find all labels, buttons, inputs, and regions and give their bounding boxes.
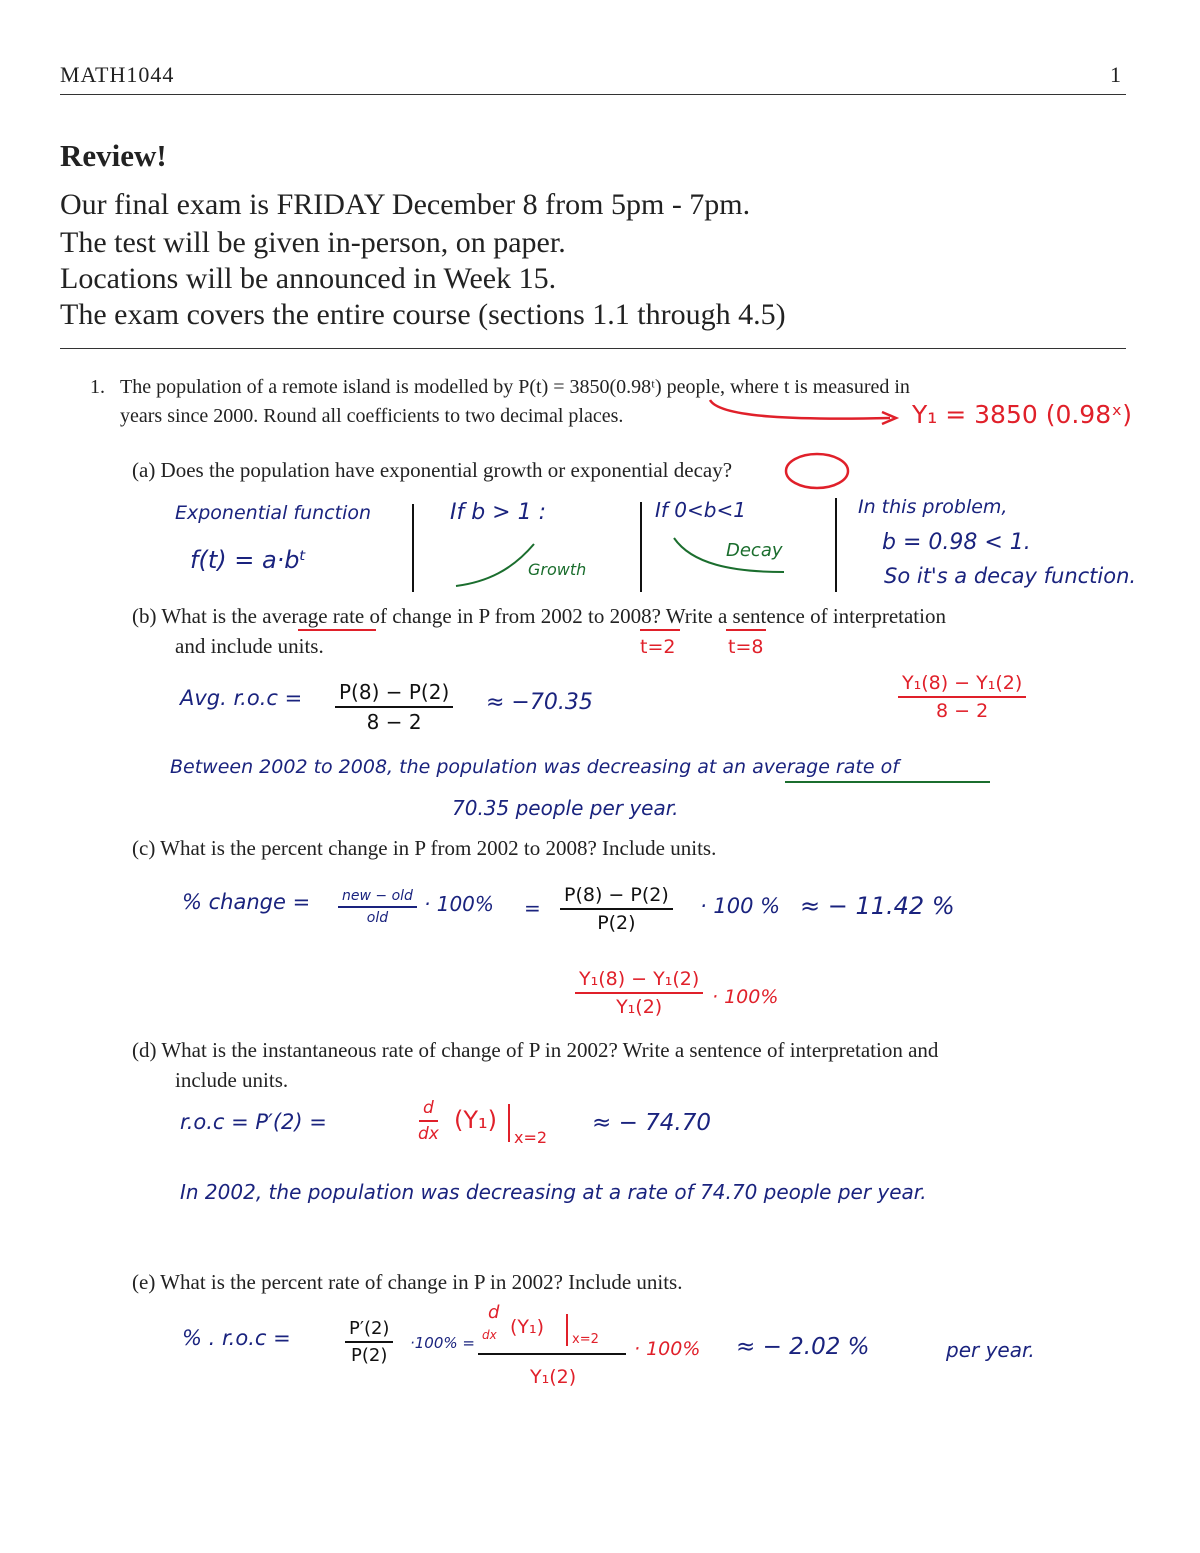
- divider-2: [640, 502, 642, 592]
- divider-3: [835, 498, 837, 592]
- divider-1: [412, 504, 414, 592]
- problem-number: 1.: [90, 376, 105, 398]
- part-b-interpretation-line-2: 70.35 people per year.: [452, 796, 679, 820]
- section-rule: [60, 348, 1126, 349]
- percent-change-numerator: P(8) − P(2): [560, 884, 673, 910]
- derivative-dx: dx: [418, 1124, 439, 1144]
- derivative-evaluation: x=2: [514, 1128, 548, 1147]
- avg-roc-result: ≈ −70.35: [486, 690, 593, 715]
- calc-evaluation: x=2: [572, 1332, 599, 1347]
- announcement-2: The test will be given in-person, on paper.: [60, 226, 566, 259]
- percent-roc-fraction-1: [345, 1318, 393, 1366]
- percent-roc-label: % . r.o.c =: [182, 1326, 291, 1350]
- t-equals-8: t=8: [728, 636, 764, 658]
- instantaneous-roc-label: r.o.c = P′(2) =: [180, 1110, 327, 1134]
- percent-change-equals: =: [524, 896, 541, 920]
- t-equals-2: t=2: [640, 636, 676, 658]
- course-code: MATH1044: [60, 62, 175, 87]
- arrow-to-calculator: [700, 398, 910, 428]
- avg-roc-numerator: P(8) − P(2): [335, 680, 453, 708]
- announcement-4: The exam covers the entire course (sections 1.1 through 4.5): [60, 298, 786, 331]
- calc-mult: · 100%: [634, 1338, 701, 1360]
- conclusion-line-2: b = 0.98 < 1.: [882, 530, 1031, 555]
- part-b-question-line-1: (b) What is the average rate of change in P from 2002 to 2008? Write a sentence of interpretation: [132, 604, 946, 628]
- page-title: Review!: [60, 138, 167, 173]
- exponential-formula: f(t) = a·bᵗ: [190, 546, 307, 574]
- part-d-interpretation: In 2002, the population was decreasing at a rate of 74.70 people per year.: [180, 1180, 927, 1204]
- problem-text-line-2: years since 2000. Round all coefficients to two decimal places.: [120, 405, 624, 427]
- calc-d: d: [488, 1302, 500, 1323]
- decay-circle: [783, 452, 853, 492]
- p-prime-numerator: P′(2): [345, 1318, 393, 1343]
- growth-label: Growth: [528, 560, 587, 579]
- instantaneous-roc-result: ≈ − 74.70: [592, 1110, 712, 1136]
- growth-condition: If b > 1 :: [450, 500, 547, 525]
- percent-change-calc-mult: · 100%: [712, 986, 779, 1008]
- percent-change-mult-1: · 100%: [424, 892, 494, 916]
- evaluation-bar: [508, 1104, 510, 1142]
- part-b-interpretation-line-1: Between 2002 to 2008, the population was decreasing at an average rate of: [170, 756, 899, 778]
- average-underline: [298, 628, 378, 634]
- percent-roc-unit: per year.: [946, 1338, 1035, 1362]
- percent-roc-result: ≈ − 2.02 %: [736, 1334, 870, 1360]
- part-a-question: (a) Does the population have exponential growth or exponential decay?: [132, 458, 733, 482]
- conclusion-line-1: In this problem,: [858, 496, 1008, 518]
- calc-denominator: Y₁(2): [530, 1366, 577, 1388]
- page-number: 1: [1110, 62, 1121, 87]
- percent-change-fraction-1: [338, 888, 417, 926]
- interpretation-underline: [785, 780, 995, 786]
- avg-roc-calculator-fraction: [898, 672, 1026, 722]
- decay-label: Decay: [726, 540, 783, 561]
- year-underlines: [640, 628, 780, 634]
- part-c-question: (c) What is the percent change in P from 2002 to 2008? Include units.: [132, 836, 717, 860]
- derivative-operator: [418, 1098, 439, 1144]
- avg-roc-label: Avg. r.o.c =: [180, 686, 303, 710]
- percent-roc-mult-1: ·100% =: [410, 1334, 475, 1352]
- calc-fraction-bar: [478, 1352, 628, 1356]
- percent-change-label: % change =: [182, 890, 311, 914]
- percent-change-calc-numerator: Y₁(8) − Y₁(2): [575, 968, 703, 994]
- announcement-1: Our final exam is FRIDAY December 8 from 5pm - 7pm.: [60, 188, 751, 221]
- percent-change-mult-2: · 100 %: [700, 894, 781, 918]
- header-rule: [60, 94, 1126, 95]
- part-d-question-line-1: (d) What is the instantaneous rate of change of P in 2002? Write a sentence of interpretation and: [132, 1038, 939, 1062]
- part-d-question-line-2: include units.: [175, 1068, 289, 1092]
- avg-roc-fraction: [335, 680, 453, 734]
- percent-change-result: ≈ − 11.42 %: [800, 892, 955, 920]
- p-denominator: P(2): [351, 1345, 388, 1366]
- avg-roc-denominator: 8 − 2: [366, 710, 422, 734]
- derivative-body: (Y₁): [454, 1106, 498, 1134]
- conclusion-line-3: So it's a decay function.: [884, 564, 1137, 588]
- calculator-entry: Y₁ = 3850 (0.98ˣ): [912, 400, 1132, 429]
- announcement-3: Locations will be announced in Week 15.: [60, 262, 557, 295]
- avg-roc-calc-numerator: Y₁(8) − Y₁(2): [898, 672, 1026, 698]
- percent-change-denominator: P(2): [597, 912, 636, 934]
- part-e-question: (e) What is the percent rate of change in P in 2002? Include units.: [132, 1270, 683, 1294]
- avg-roc-calc-denominator: 8 − 2: [936, 700, 989, 722]
- percent-change-calc-denominator: Y₁(2): [616, 996, 663, 1018]
- calc-dx: dx: [482, 1328, 497, 1342]
- calc-body: (Y₁): [510, 1316, 545, 1338]
- part-b-question-line-2: and include units.: [175, 634, 324, 658]
- new-minus-old: new − old: [338, 888, 417, 908]
- exponential-function-label: Exponential function: [175, 502, 372, 524]
- percent-change-fraction-2: [560, 884, 673, 934]
- percent-change-calculator-fraction: [575, 968, 703, 1018]
- problem-text-line-1: The population of a remote island is modelled by P(t) = 3850(0.98ᵗ) people, where t is measured in: [120, 376, 910, 398]
- derivative-d: d: [419, 1098, 438, 1122]
- calc-evaluation-bar: [566, 1314, 568, 1346]
- old-denominator: old: [366, 910, 389, 926]
- decay-condition: If 0<b<1: [655, 498, 746, 522]
